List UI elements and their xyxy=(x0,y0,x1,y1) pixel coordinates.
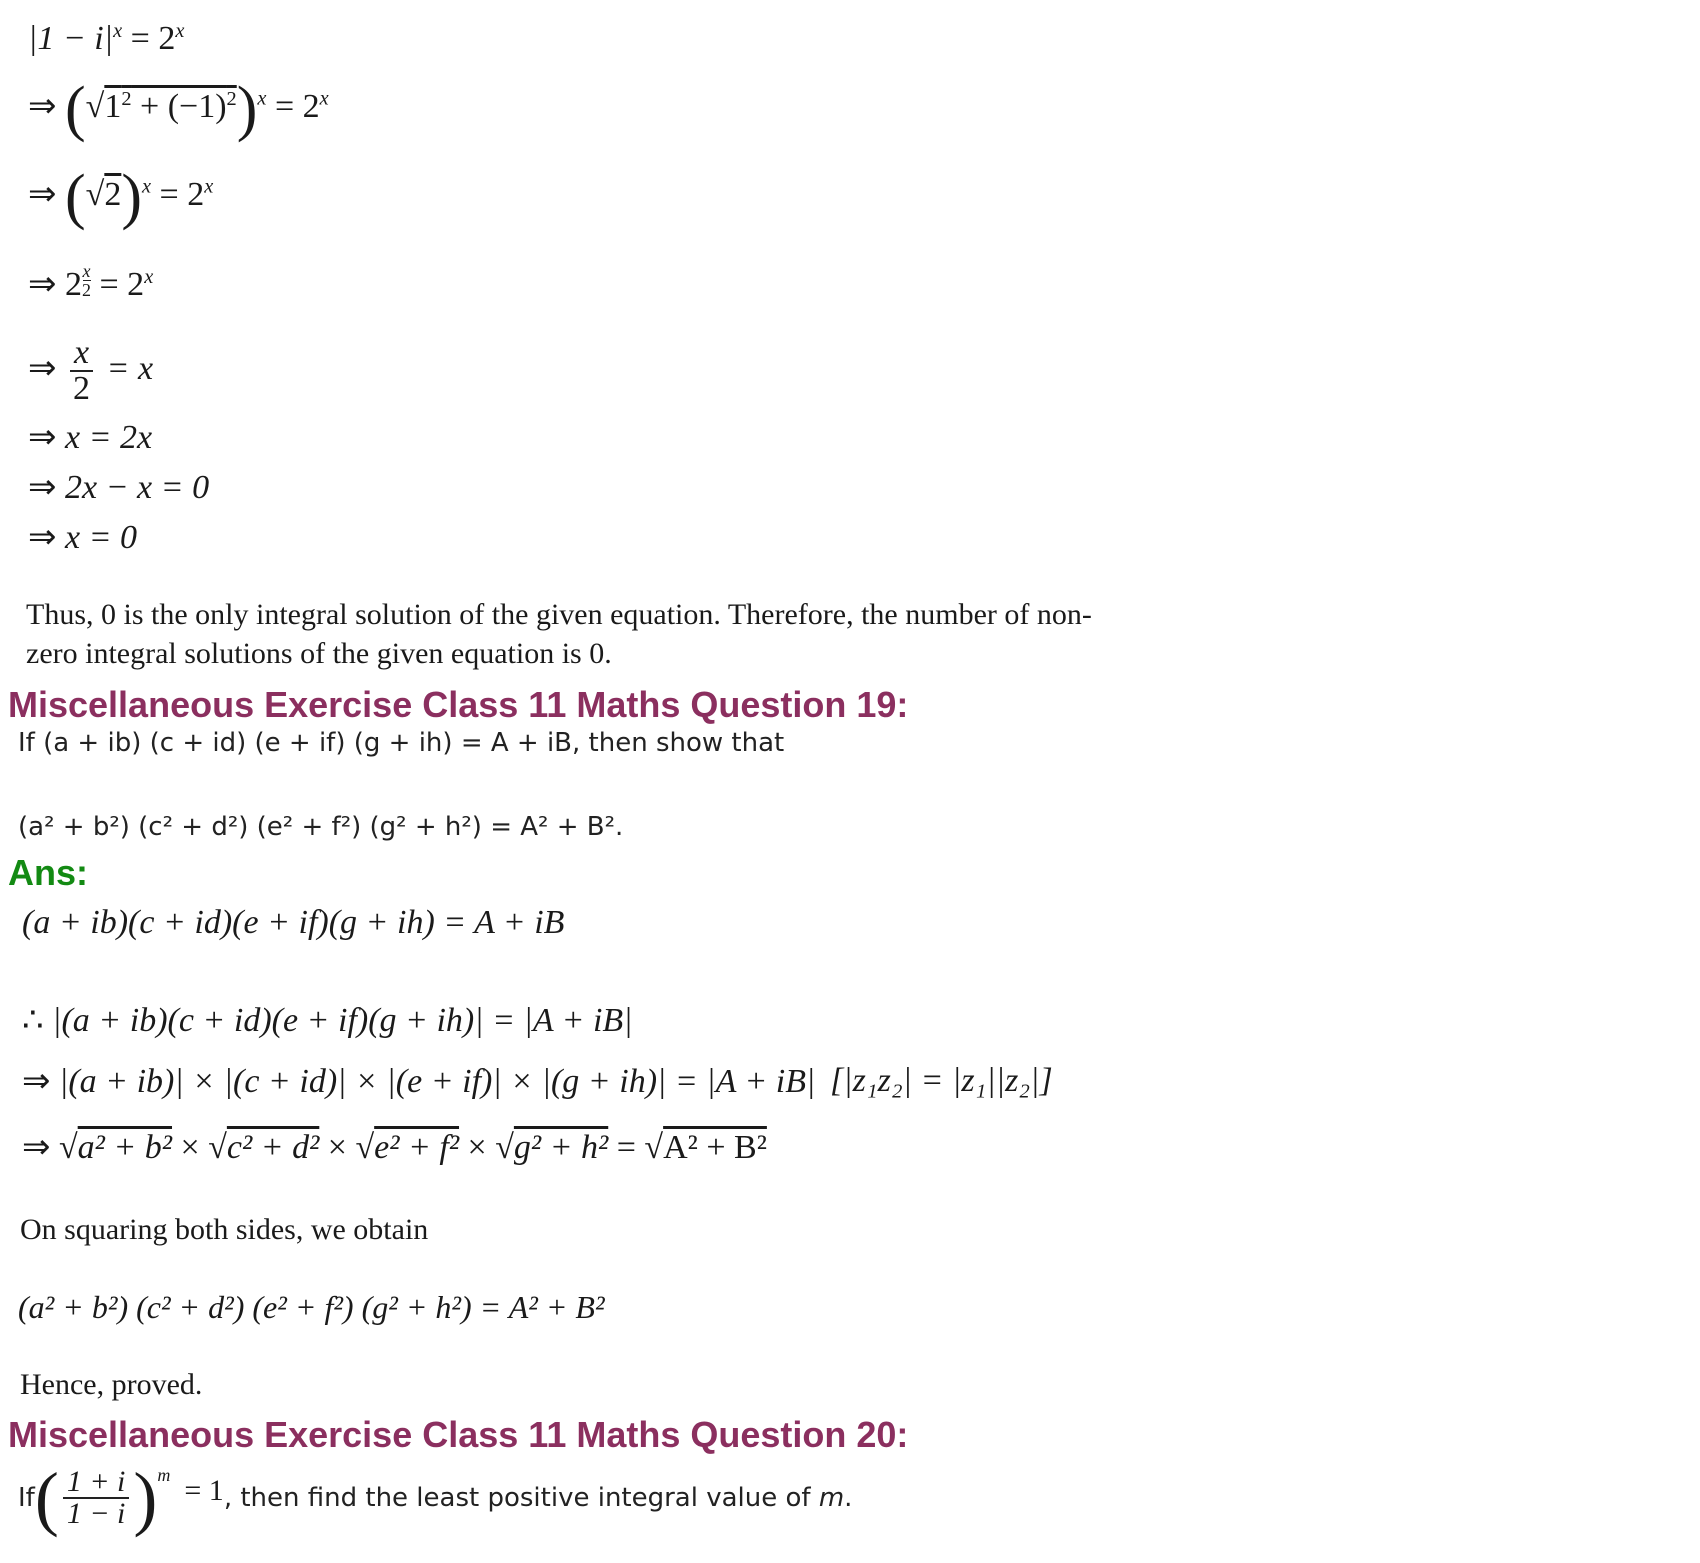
therefore-symbol: ∴ xyxy=(22,1002,44,1039)
proved-text: Hence, proved. xyxy=(20,1368,203,1401)
solution-step-4: ⇒ √a² + b² × √c² + d² × √e² + f² × √g² + h² = √A² + B² xyxy=(22,1127,767,1167)
fraction-exponent: $\frac{x}{2}$ xyxy=(82,261,91,300)
modulus-property-note: [|z₁z₂| = |z₁||z₂|] xyxy=(830,1062,1053,1099)
question-20-heading: Miscellaneous Exercise Class 11 Maths Question 20: xyxy=(8,1414,909,1455)
solution-step-2: ∴ |(a + ib)(c + id)(e + if)(g + ih)| = |A + iB| xyxy=(22,1002,633,1039)
derivation-line-6: ⇒ x = 2x xyxy=(28,417,153,457)
solution-step-1: (a + ib)(c + id)(e + if)(g + ih) = A + iB xyxy=(22,904,565,941)
conclusion-line-1: Thus, 0 is the only integral solution of the given equation. Therefore, the number of non- xyxy=(26,598,1092,631)
question-20-fraction: $\frac{1 + i}{1 - i}$ xyxy=(63,1467,130,1529)
solution-step-3: ⇒ |(a + ib)| × |(c + id)| × |(e + if)| × |(g + ih)| = |A + iB| xyxy=(22,1061,816,1101)
derivation-line-8: ⇒ x = 0 xyxy=(28,517,138,557)
derivation-line-4: ⇒ 2 $\frac{x}{2}$ = $2^x$ xyxy=(28,261,154,304)
question-19-heading: Miscellaneous Exercise Class 11 Maths Question 19: xyxy=(8,684,909,725)
sqrt-sign: √ xyxy=(85,87,105,125)
abs-expression: |1 − i| xyxy=(28,20,114,57)
derivation-line-7: ⇒ 2x − x = 0 xyxy=(28,467,210,507)
derivation-line-3: ⇒ $(√2)^x = 2^x$ xyxy=(28,163,214,231)
question-19-to-show: (a² + b²) (c² + d²) (e² + f²) (g² + h²) = A² + B². xyxy=(18,812,624,842)
fraction: $\frac{x}{2}$ xyxy=(69,336,94,406)
squared-result: (a² + b²) (c² + d²) (e² + f²) (g² + h²) = A² + B² xyxy=(18,1289,605,1325)
squaring-text: On squaring both sides, we obtain xyxy=(20,1213,429,1246)
implies-arrow: ⇒ xyxy=(28,85,57,126)
question-19-statement: If (a + ib) (c + id) (e + if) (g + ih) = A + iB, then show that xyxy=(18,728,785,758)
question-20-statement: If ( $\frac{1 + i}{1 - i}$ ) m = 1 , then find the least positive integral value of m . xyxy=(18,1458,853,1538)
derivation-line-2: ⇒ $(√1^2 + (-1)^2)^x = 2^x$ xyxy=(28,75,329,143)
answer-label: Ans: xyxy=(8,852,88,893)
conclusion-line-2: zero integral solutions of the given equation is 0. xyxy=(26,637,612,670)
derivation-line-5: ⇒ $\frac{x}{2}$ = x xyxy=(28,334,154,407)
derivation-line-1: $|1 - i|^x = 2^x$ xyxy=(28,19,185,57)
